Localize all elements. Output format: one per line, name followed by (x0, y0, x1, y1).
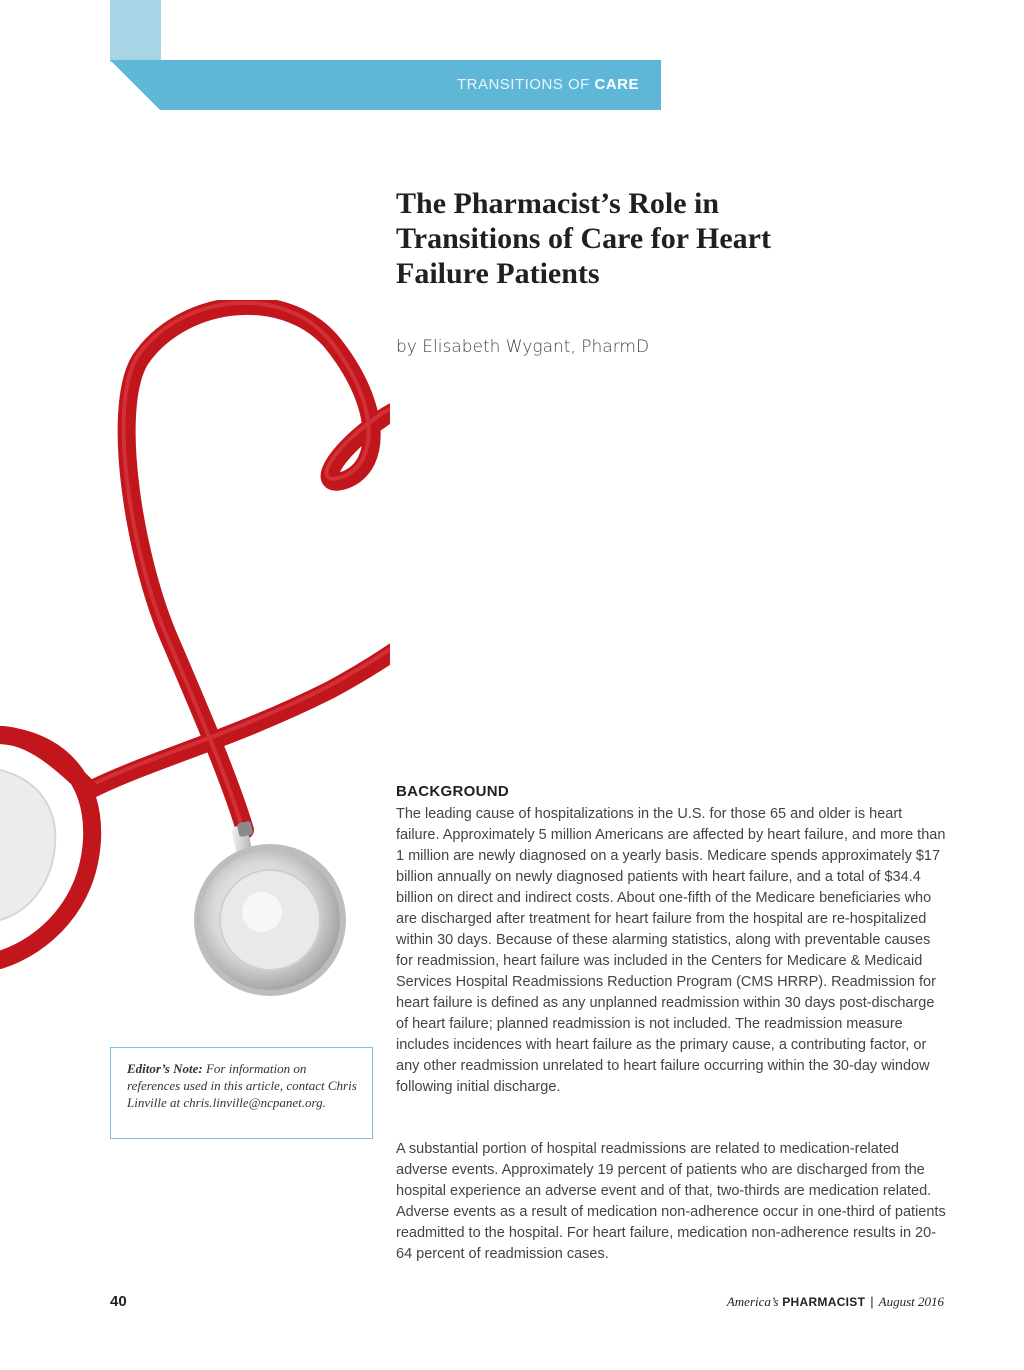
editors-note-text: For information on references used in this article, contact Chris Linville at chris.linville@ncpanet.org. (127, 1061, 357, 1110)
editors-note-lead: Editor’s Note: (127, 1061, 203, 1076)
body-paragraph: The leading cause of hospitalizations in the U.S. for those 65 and older is heart failure. Approximately 5 million Americans are affected by heart failure, and more than 1 million are newly diagnosed on a yearly basis. Medicare spends approximately $17 billion annually on newly diagnosed patients with heart failure, and a total of $34.4 billion on direct and indirect costs. About one-fifth of the Medicare beneficiaries who are discharged after treatment for heart failure from the hospital are re-hospitalized within 30 days. Because of these alarming statistics, along with preventable causes for readmission, heart failure was included in the Centers for Medicare & Medicaid Services Hospital Readmissions Reduction Program (CMS HRRP). Readmission for heart failure is defined as any unplanned readmission within 30 days post-discharge of heart failure; planned readmission is not included. The readmission measure includes incidences with heart failure as the primary cause, a contributing factor, or any other readmission unrelated to heart failure occurring within the 30-day window following initial discharge. (396, 806, 946, 1095)
body-paragraph: A substantial portion of hospital readmissions are related to medication-related adverse events. Approximately 19 percent of patients who are discharged from the hospital experience an adverse event and of that, two-thirds are medication related. Adverse events as a result of medication non-adherence occur in one-third of patients readmitted to the hospital. For heart failure, medication non-adherence results in 20-64 percent of readmission cases. (396, 1141, 946, 1262)
editors-note-box (110, 1047, 373, 1139)
section-heading: BACKGROUND (396, 783, 509, 800)
section-label (457, 76, 639, 93)
header-tab-block (110, 0, 161, 62)
section-label-bold: CARE (594, 76, 639, 93)
heart-stethoscope-icon (0, 300, 390, 1000)
publication-name-a: America’s (726, 1294, 779, 1309)
chestpiece-diaphragm (194, 844, 346, 996)
article-byline: by Elisabeth Wygant, PharmD (396, 337, 650, 357)
article-title: The Pharmacist’s Role in Transitions of Care for Heart Failure Patients (396, 187, 771, 290)
issue-date: August 2016 (878, 1294, 944, 1309)
footer-separator: | (870, 1294, 874, 1309)
heart-tube (0, 303, 390, 830)
publication-footer (727, 1294, 944, 1310)
section-banner (110, 60, 661, 110)
section-label-light: TRANSITIONS OF (456, 76, 595, 93)
publication-name-b: PHARMACIST (782, 1295, 866, 1309)
page-number: 40 (110, 1293, 127, 1310)
